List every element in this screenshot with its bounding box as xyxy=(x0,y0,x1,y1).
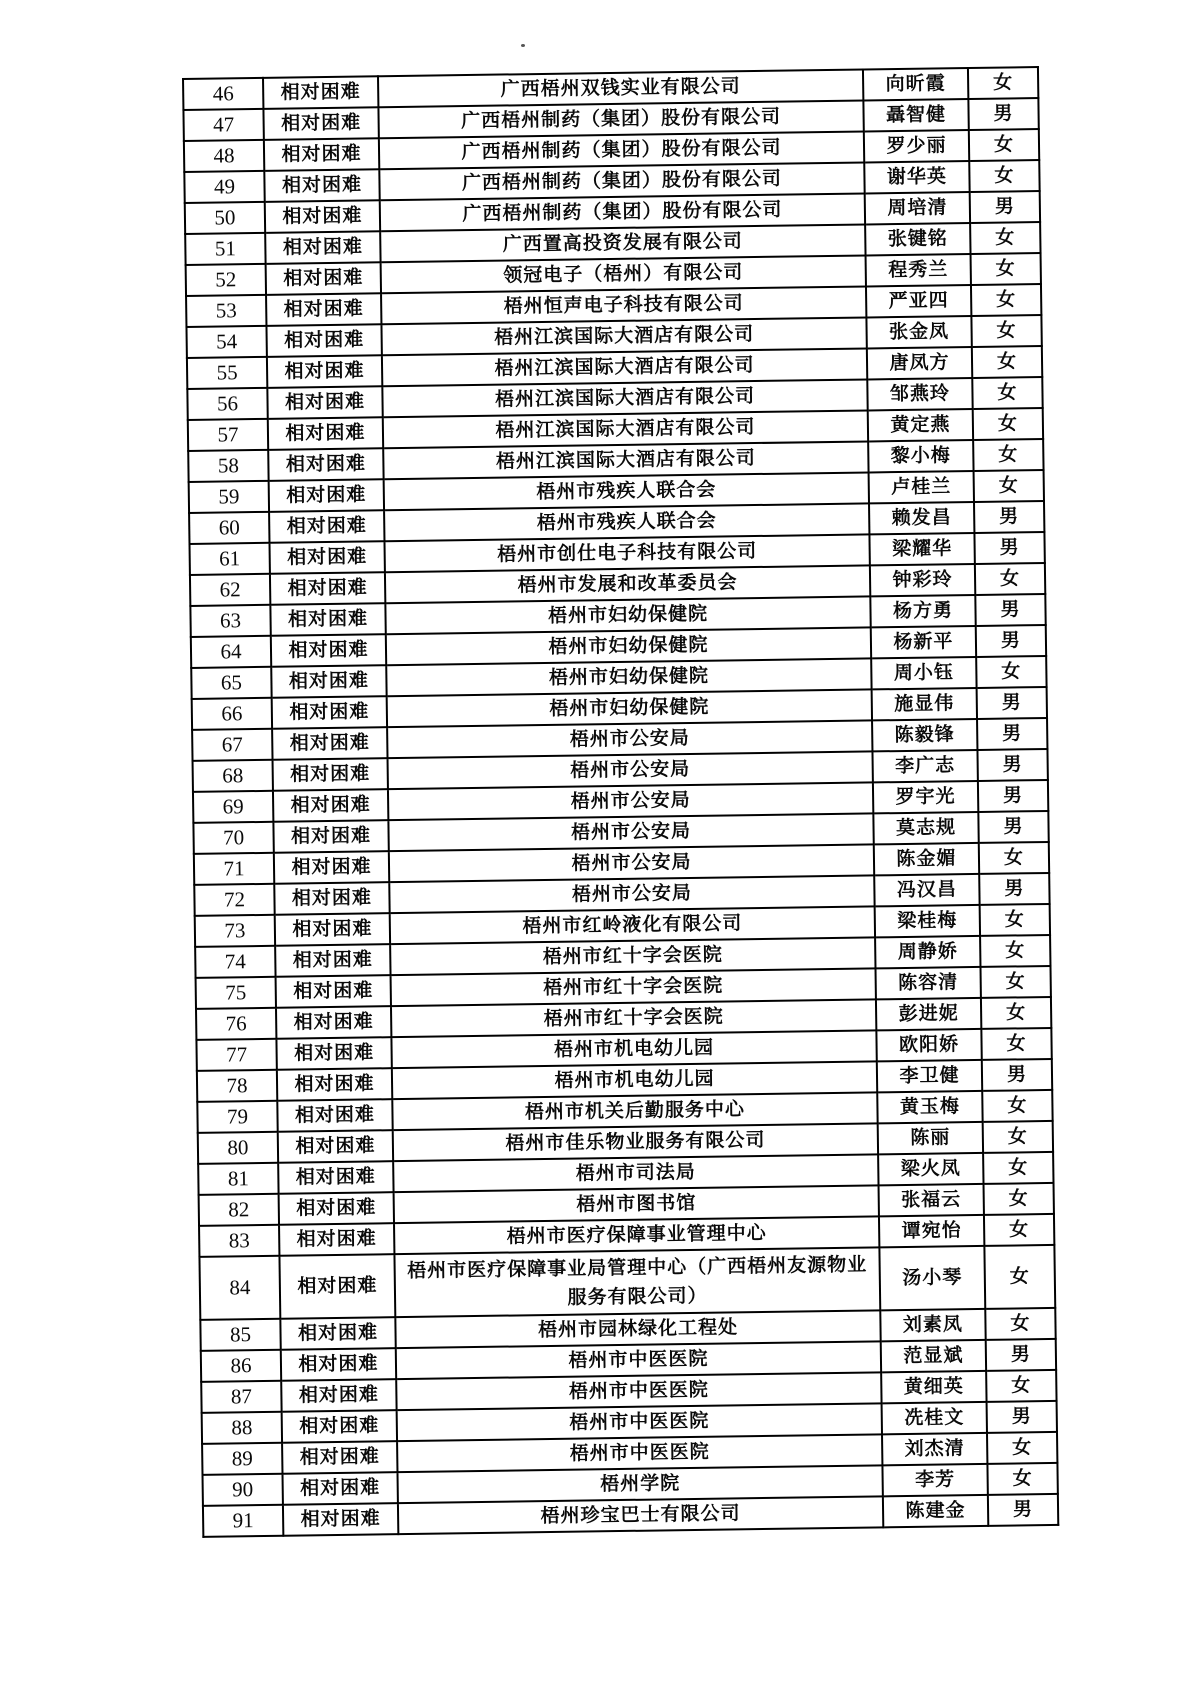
status-cell: 相对困难 xyxy=(268,448,383,481)
status-cell: 相对困难 xyxy=(264,169,379,202)
status-cell: 相对困难 xyxy=(269,479,384,512)
status-cell: 相对困难 xyxy=(279,1192,394,1225)
status-cell: 相对困难 xyxy=(276,1037,391,1070)
name-cell: 梁桂梅 xyxy=(875,905,980,937)
gender-cell: 女 xyxy=(971,284,1041,316)
row-number-cell: 57 xyxy=(188,419,268,451)
name-cell: 梁耀华 xyxy=(869,533,974,565)
name-cell: 陈建金 xyxy=(883,1495,988,1527)
company-cell: 梧州恒声电子科技有限公司 xyxy=(381,286,866,324)
company-cell: 广西梧州双钱实业有限公司 xyxy=(378,69,863,107)
status-cell: 相对困难 xyxy=(271,634,386,667)
name-cell: 严亚四 xyxy=(866,285,971,317)
company-cell: 梧州市创仕电子科技有限公司 xyxy=(384,534,869,572)
row-number-cell: 80 xyxy=(198,1132,278,1164)
gender-cell: 女 xyxy=(971,253,1041,285)
name-cell: 范显斌 xyxy=(881,1340,986,1372)
status-cell: 相对困难 xyxy=(263,76,378,109)
company-cell: 梧州市医疗保障事业局管理中心（广西梧州友源物业服务有限公司） xyxy=(394,1247,880,1317)
name-cell: 张金凤 xyxy=(866,316,971,348)
company-cell: 梧州学院 xyxy=(397,1465,882,1503)
row-number-cell: 87 xyxy=(201,1381,281,1413)
name-cell: 莫志规 xyxy=(873,812,978,844)
name-cell: 陈容清 xyxy=(875,967,980,999)
gender-cell: 女 xyxy=(982,1090,1052,1122)
gender-cell: 女 xyxy=(980,935,1050,967)
name-cell: 唐凤方 xyxy=(867,347,972,379)
name-cell: 欧阳娇 xyxy=(876,1029,981,1061)
company-cell: 梧州江滨国际大酒店有限公司 xyxy=(382,348,867,386)
gender-cell: 女 xyxy=(980,904,1050,936)
name-cell: 黄玉梅 xyxy=(877,1091,982,1123)
status-cell: 相对困难 xyxy=(269,510,384,543)
status-cell: 相对困难 xyxy=(275,944,390,977)
status-cell: 相对困难 xyxy=(276,1006,391,1039)
gender-cell: 女 xyxy=(969,129,1039,161)
row-number-cell: 73 xyxy=(195,915,275,947)
gender-cell: 男 xyxy=(977,687,1047,719)
status-cell: 相对困难 xyxy=(270,603,385,636)
status-cell: 相对困难 xyxy=(281,1379,396,1412)
gender-cell: 女 xyxy=(976,656,1046,688)
gender-cell: 男 xyxy=(976,625,1046,657)
row-number-cell: 50 xyxy=(185,202,265,234)
name-cell: 卢桂兰 xyxy=(869,471,974,503)
gender-cell: 女 xyxy=(983,1152,1053,1184)
row-number-cell: 51 xyxy=(185,233,265,265)
company-cell: 梧州市妇幼保健院 xyxy=(387,689,872,727)
status-cell: 相对困难 xyxy=(266,324,381,357)
status-cell: 相对困难 xyxy=(270,572,385,605)
status-cell: 相对困难 xyxy=(272,696,387,729)
company-cell: 梧州市公安局 xyxy=(388,813,873,851)
name-cell: 梁火凤 xyxy=(878,1153,983,1185)
gender-cell: 女 xyxy=(984,1245,1055,1309)
row-number-cell: 54 xyxy=(186,326,266,358)
row-number-cell: 66 xyxy=(192,698,272,730)
company-cell: 梧州市中医医院 xyxy=(397,1403,882,1441)
name-cell: 李卫健 xyxy=(877,1060,982,1092)
company-cell: 梧州市红十字会医院 xyxy=(390,937,875,975)
gender-cell: 女 xyxy=(980,966,1050,998)
name-cell: 罗宇光 xyxy=(873,781,978,813)
status-cell: 相对困难 xyxy=(274,882,389,915)
gender-cell: 男 xyxy=(975,594,1045,626)
gender-cell: 男 xyxy=(987,1401,1057,1433)
gender-cell: 男 xyxy=(974,532,1044,564)
gender-cell: 女 xyxy=(972,346,1042,378)
row-number-cell: 78 xyxy=(197,1070,277,1102)
status-cell: 相对困难 xyxy=(267,355,382,388)
name-cell: 汤小琴 xyxy=(879,1246,985,1310)
row-number-cell: 77 xyxy=(196,1039,276,1071)
status-cell: 相对困难 xyxy=(273,820,388,853)
row-number-cell: 72 xyxy=(194,884,274,916)
row-number-cell: 82 xyxy=(199,1194,279,1226)
name-cell: 周静娇 xyxy=(875,936,980,968)
company-cell: 广西置高投资发展有限公司 xyxy=(380,224,865,262)
row-number-cell: 46 xyxy=(183,78,263,110)
company-cell: 梧州市中医医院 xyxy=(396,1341,881,1379)
gender-cell: 女 xyxy=(968,67,1038,99)
status-cell: 相对困难 xyxy=(283,1503,398,1536)
gender-cell: 男 xyxy=(978,811,1048,843)
row-number-cell: 84 xyxy=(199,1256,280,1320)
row-number-cell: 75 xyxy=(196,977,276,1009)
company-cell: 梧州珍宝巴士有限公司 xyxy=(398,1496,883,1534)
name-cell: 刘素凤 xyxy=(880,1309,985,1341)
name-cell: 施显伟 xyxy=(872,688,977,720)
gender-cell: 男 xyxy=(974,501,1044,533)
gender-cell: 男 xyxy=(978,780,1048,812)
gender-cell: 女 xyxy=(984,1183,1054,1215)
row-number-cell: 74 xyxy=(195,946,275,978)
company-cell: 梧州市妇幼保健院 xyxy=(386,658,871,696)
roster-table-body xyxy=(183,67,1058,1537)
row-number-cell: 59 xyxy=(189,481,269,513)
company-cell: 梧州市公安局 xyxy=(387,720,872,758)
company-cell: 梧州市妇幼保健院 xyxy=(385,596,870,634)
name-cell: 杨方勇 xyxy=(870,595,975,627)
status-cell: 相对困难 xyxy=(265,231,380,264)
row-number-cell: 81 xyxy=(198,1163,278,1195)
gender-cell: 女 xyxy=(985,1308,1055,1340)
name-cell: 刘杰清 xyxy=(882,1433,987,1465)
row-number-cell: 83 xyxy=(199,1225,279,1257)
company-cell: 梧州市佳乐物业服务有限公司 xyxy=(393,1123,878,1161)
company-cell: 梧州市红岭液化有限公司 xyxy=(390,906,875,944)
name-cell: 陈毅锋 xyxy=(872,719,977,751)
name-cell: 李芳 xyxy=(882,1464,987,1496)
status-cell: 相对困难 xyxy=(277,1068,392,1101)
gender-cell: 女 xyxy=(987,1432,1057,1464)
status-cell: 相对困难 xyxy=(273,789,388,822)
name-cell: 李广志 xyxy=(872,750,977,782)
status-cell: 相对困难 xyxy=(264,138,379,171)
row-number-cell: 89 xyxy=(202,1443,282,1475)
company-cell: 广西梧州制药（集团）股份有限公司 xyxy=(379,162,864,200)
status-cell: 相对困难 xyxy=(271,665,386,698)
name-cell: 谢华英 xyxy=(864,161,969,193)
status-cell: 相对困难 xyxy=(278,1161,393,1194)
name-cell: 冯汉昌 xyxy=(874,874,979,906)
company-cell: 梧州市园林绿化工程处 xyxy=(395,1310,880,1348)
gender-cell: 女 xyxy=(970,222,1040,254)
status-cell: 相对困难 xyxy=(268,417,383,450)
table-row xyxy=(199,1245,1055,1320)
gender-cell: 女 xyxy=(981,997,1051,1029)
name-cell: 黎小梅 xyxy=(868,440,973,472)
status-cell: 相对困难 xyxy=(278,1130,393,1163)
row-number-cell: 69 xyxy=(193,791,273,823)
row-number-cell: 58 xyxy=(188,450,268,482)
row-number-cell: 60 xyxy=(189,512,269,544)
name-cell: 赖发昌 xyxy=(869,502,974,534)
company-cell: 广西梧州制药（集团）股份有限公司 xyxy=(378,100,863,138)
status-cell: 相对困难 xyxy=(281,1348,396,1381)
status-cell: 相对困难 xyxy=(282,1410,397,1443)
company-cell: 梧州江滨国际大酒店有限公司 xyxy=(383,441,868,479)
company-cell: 梧州市医疗保障事业管理中心 xyxy=(394,1216,879,1254)
name-cell: 钟彩玲 xyxy=(870,564,975,596)
gender-cell: 男 xyxy=(977,749,1047,781)
company-cell: 梧州市中医医院 xyxy=(397,1434,882,1472)
gender-cell: 女 xyxy=(984,1214,1054,1246)
scan-artifact-dot xyxy=(521,44,525,47)
row-number-cell: 65 xyxy=(191,667,271,699)
name-cell: 陈丽 xyxy=(878,1122,983,1154)
company-cell: 梧州市中医医院 xyxy=(396,1372,881,1410)
status-cell: 相对困难 xyxy=(266,293,381,326)
gender-cell: 女 xyxy=(974,470,1044,502)
gender-cell: 男 xyxy=(970,191,1040,223)
name-cell: 周培清 xyxy=(865,192,970,224)
gender-cell: 女 xyxy=(983,1121,1053,1153)
row-number-cell: 62 xyxy=(190,574,270,606)
company-cell: 梧州市残疾人联合会 xyxy=(384,503,869,541)
name-cell: 向昕霞 xyxy=(863,68,968,100)
gender-cell: 男 xyxy=(986,1339,1056,1371)
company-cell: 梧州市机电幼儿园 xyxy=(391,1030,876,1068)
name-cell: 黄细英 xyxy=(881,1371,986,1403)
company-cell: 梧州市发展和改革委员会 xyxy=(385,565,870,603)
gender-cell: 女 xyxy=(972,377,1042,409)
gender-cell: 男 xyxy=(982,1059,1052,1091)
status-cell: 相对困难 xyxy=(282,1472,397,1505)
gender-cell: 女 xyxy=(973,408,1043,440)
company-cell: 梧州市红十字会医院 xyxy=(391,968,876,1006)
company-cell: 梧州市机关后勤服务中心 xyxy=(392,1092,877,1130)
company-cell: 梧州市公安局 xyxy=(388,751,873,789)
name-cell: 周小钰 xyxy=(871,657,976,689)
row-number-cell: 56 xyxy=(187,388,267,420)
name-cell: 张福云 xyxy=(879,1184,984,1216)
company-cell: 梧州江滨国际大酒店有限公司 xyxy=(383,410,868,448)
status-cell: 相对困难 xyxy=(265,200,380,233)
status-cell: 相对困难 xyxy=(274,851,389,884)
status-cell: 相对困难 xyxy=(272,727,387,760)
row-number-cell: 52 xyxy=(186,264,266,296)
company-cell: 梧州市红十字会医院 xyxy=(391,999,876,1037)
gender-cell: 女 xyxy=(971,315,1041,347)
company-cell: 梧州市残疾人联合会 xyxy=(384,472,869,510)
name-cell: 黄定燕 xyxy=(868,409,973,441)
name-cell: 杨新平 xyxy=(871,626,976,658)
status-cell: 相对困难 xyxy=(282,1441,397,1474)
row-number-cell: 76 xyxy=(196,1008,276,1040)
row-number-cell: 71 xyxy=(194,853,274,885)
roster-table xyxy=(182,66,1059,1538)
row-number-cell: 85 xyxy=(200,1319,280,1351)
gender-cell: 女 xyxy=(975,563,1045,595)
status-cell: 相对困难 xyxy=(275,913,390,946)
gender-cell: 男 xyxy=(968,98,1038,130)
name-cell: 冼桂文 xyxy=(882,1402,987,1434)
gender-cell: 女 xyxy=(969,160,1039,192)
company-cell: 梧州江滨国际大酒店有限公司 xyxy=(381,317,866,355)
gender-cell: 女 xyxy=(973,439,1043,471)
name-cell: 聶智健 xyxy=(863,99,968,131)
row-number-cell: 70 xyxy=(193,822,273,854)
status-cell: 相对困难 xyxy=(277,1099,392,1132)
gender-cell: 女 xyxy=(987,1463,1057,1495)
gender-cell: 男 xyxy=(977,718,1047,750)
row-number-cell: 61 xyxy=(190,543,270,575)
row-number-cell: 86 xyxy=(201,1350,281,1382)
row-number-cell: 68 xyxy=(193,760,273,792)
gender-cell: 男 xyxy=(988,1494,1058,1526)
company-cell: 梧州市妇幼保健院 xyxy=(386,627,871,665)
status-cell: 相对困难 xyxy=(266,262,381,295)
row-number-cell: 48 xyxy=(184,140,264,172)
gender-cell: 男 xyxy=(979,873,1049,905)
name-cell: 张键铭 xyxy=(865,223,970,255)
status-cell: 相对困难 xyxy=(263,107,378,140)
row-number-cell: 64 xyxy=(191,636,271,668)
status-cell: 相对困难 xyxy=(273,758,388,791)
status-cell: 相对困难 xyxy=(276,975,391,1008)
company-cell: 梧州市机电幼儿园 xyxy=(392,1061,877,1099)
gender-cell: 女 xyxy=(981,1028,1051,1060)
row-number-cell: 47 xyxy=(183,109,263,141)
status-cell: 相对困难 xyxy=(269,541,384,574)
row-number-cell: 88 xyxy=(202,1412,282,1444)
row-number-cell: 63 xyxy=(190,605,270,637)
company-cell: 梧州江滨国际大酒店有限公司 xyxy=(382,379,867,417)
company-cell: 广西梧州制药（集团）股份有限公司 xyxy=(379,131,864,169)
row-number-cell: 53 xyxy=(186,295,266,327)
company-cell: 广西梧州制药（集团）股份有限公司 xyxy=(380,193,865,231)
status-cell: 相对困难 xyxy=(279,1254,395,1319)
name-cell: 谭宛怡 xyxy=(879,1215,984,1247)
row-number-cell: 79 xyxy=(197,1101,277,1133)
name-cell: 罗少丽 xyxy=(864,130,969,162)
company-cell: 梧州市公安局 xyxy=(388,782,873,820)
status-cell: 相对困难 xyxy=(280,1317,395,1350)
name-cell: 邹燕玲 xyxy=(867,378,972,410)
row-number-cell: 55 xyxy=(187,357,267,389)
name-cell: 彭进妮 xyxy=(876,998,981,1030)
company-cell: 梧州市图书馆 xyxy=(394,1185,879,1223)
name-cell: 陈金媚 xyxy=(874,843,979,875)
company-cell: 领冠电子（梧州）有限公司 xyxy=(381,255,866,293)
gender-cell: 女 xyxy=(986,1370,1056,1402)
name-cell: 程秀兰 xyxy=(866,254,971,286)
company-cell: 梧州市公安局 xyxy=(389,875,874,913)
company-cell: 梧州市公安局 xyxy=(389,844,874,882)
status-cell: 相对困难 xyxy=(279,1223,394,1256)
row-number-cell: 91 xyxy=(203,1505,283,1537)
row-number-cell: 90 xyxy=(203,1474,283,1506)
roster-table-wrap xyxy=(182,66,1059,1538)
status-cell: 相对困难 xyxy=(267,386,382,419)
row-number-cell: 49 xyxy=(184,171,264,203)
company-cell: 梧州市司法局 xyxy=(393,1154,878,1192)
gender-cell: 女 xyxy=(979,842,1049,874)
row-number-cell: 67 xyxy=(192,729,272,761)
